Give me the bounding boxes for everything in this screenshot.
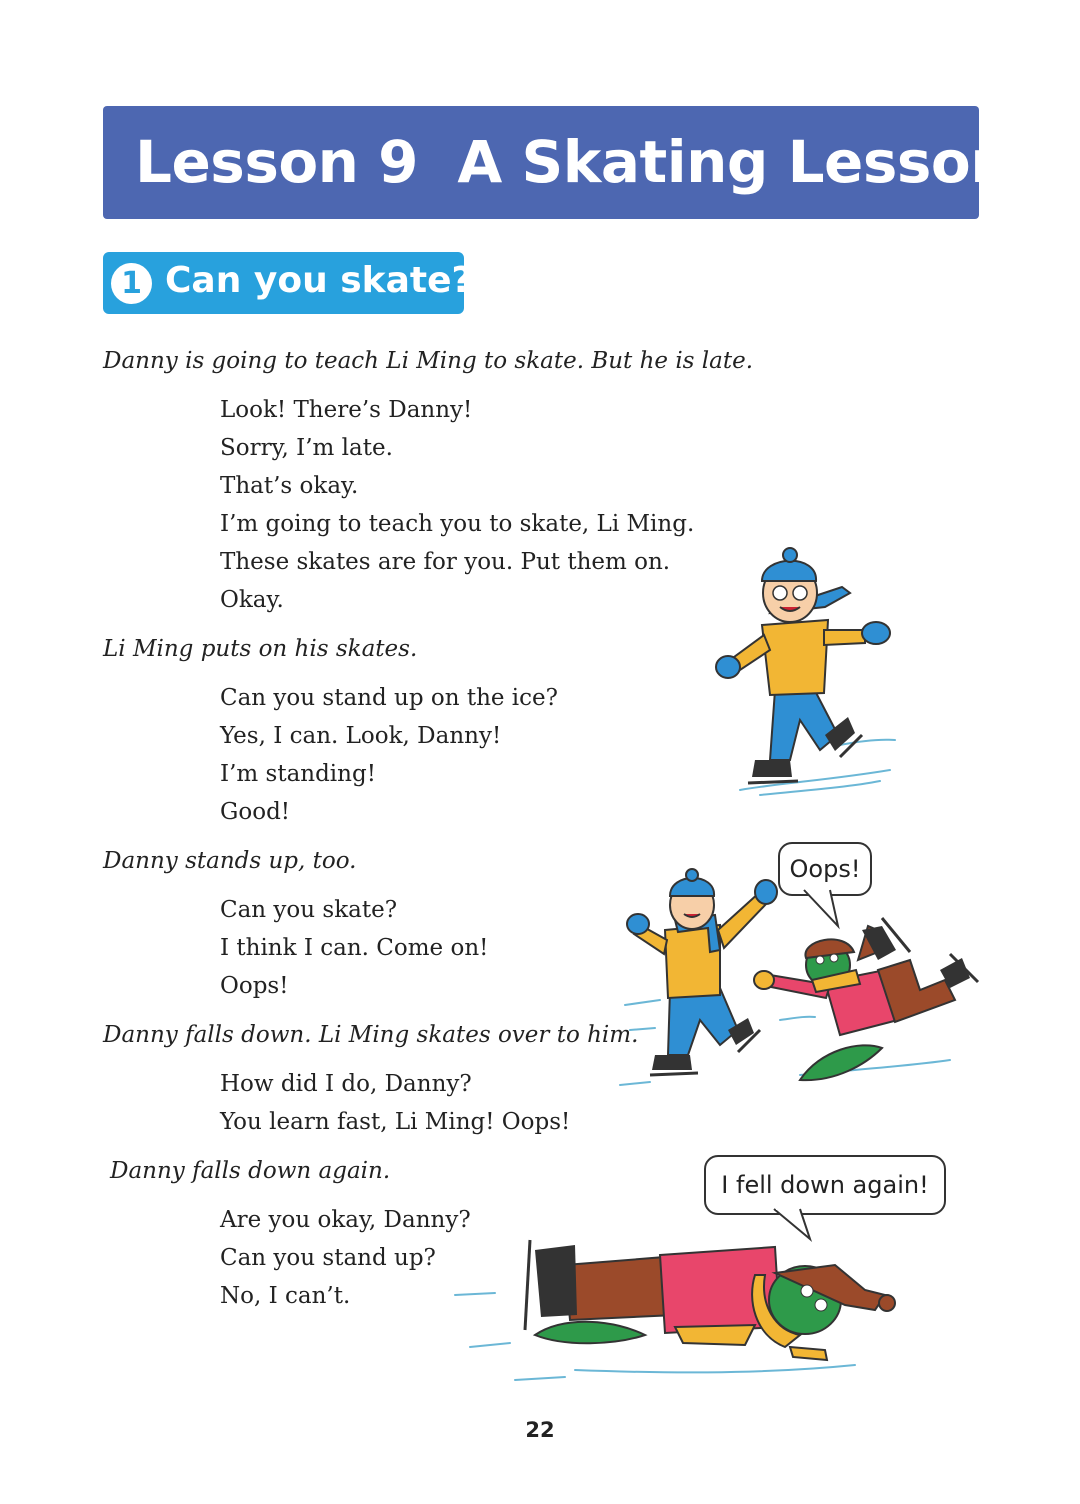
section-heading: [103, 252, 473, 314]
line-text: I’m standing!: [220, 761, 376, 787]
li-ming-skating-illustration: [700, 545, 900, 800]
line-text: No, I can’t.: [220, 1283, 351, 1309]
line-text: Oops!: [220, 973, 289, 999]
stage-direction: Danny falls down again.: [110, 1158, 391, 1184]
line-text: I think I can. Come on!: [220, 935, 489, 961]
speech-bubble-fell: I fell down again!: [704, 1155, 946, 1215]
lesson-title-bar: [103, 106, 1012, 219]
line-text: Can you stand up?: [220, 1245, 436, 1271]
line-text: I’m going to teach you to skate, Li Ming.: [220, 511, 695, 537]
line-text: That’s okay.: [220, 473, 359, 499]
line-text: Good!: [220, 799, 291, 825]
line-text: You learn fast, Li Ming! Oops!: [220, 1109, 571, 1135]
line-text: Yes, I can. Look, Danny!: [220, 723, 502, 749]
line-text: These skates are for you. Put them on.: [220, 549, 671, 575]
line-text: Can you skate?: [220, 897, 398, 923]
page-number: 22: [525, 1418, 555, 1442]
line-text: Can you stand up on the ice?: [220, 685, 558, 711]
lesson-title: Lesson 9 A Skating Lesson: [135, 128, 1012, 196]
line-text: Look! There’s Danny!: [220, 397, 473, 423]
line-text: Sorry, I’m late.: [220, 435, 393, 461]
speech-bubble-oops: Oops!: [778, 842, 872, 896]
line-text: Okay.: [220, 587, 284, 613]
stage-direction: Danny is going to teach Li Ming to skate. But he is late.: [103, 348, 754, 374]
danny-lying-on-ice-illustration: [455, 1235, 900, 1385]
stage-direction: Danny stands up, too.: [103, 848, 357, 874]
stage-direction: Li Ming puts on his skates.: [103, 636, 418, 662]
line-text: Are you okay, Danny?: [220, 1207, 471, 1233]
section-number-badge: 1: [111, 263, 152, 304]
danny-falling-illustration: [620, 870, 985, 1100]
section-title: Can you skate?: [165, 260, 473, 301]
line-text: How did I do, Danny?: [220, 1071, 472, 1097]
stage-direction: Danny falls down. Li Ming skates over to him.: [103, 1022, 639, 1048]
